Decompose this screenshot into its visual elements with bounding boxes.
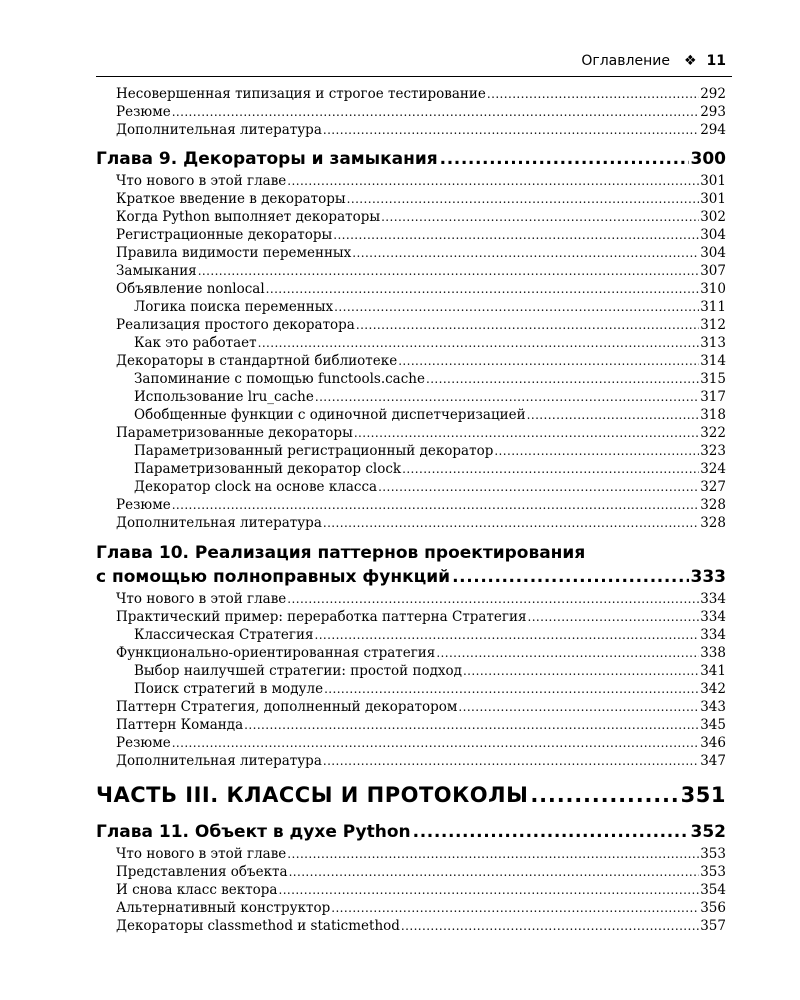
entry-page: 302	[700, 209, 726, 225]
toc-entry	[96, 104, 726, 122]
toc-entry	[96, 663, 726, 681]
dot-leader	[331, 901, 699, 915]
chapter-9-entries	[96, 173, 726, 533]
dot-leader	[487, 87, 699, 101]
dot-leader	[258, 336, 700, 350]
entry-title: Когда Python выполняет декораторы	[116, 209, 381, 225]
entry-page: 310	[700, 281, 726, 297]
table-of-contents	[96, 86, 726, 936]
dot-leader	[287, 592, 699, 606]
toc-entry	[96, 735, 726, 753]
entry-title: Как это работает	[134, 335, 257, 351]
dot-leader	[287, 174, 699, 188]
entry-page: 334	[700, 591, 726, 607]
toc-entry	[96, 864, 726, 882]
entry-title: Параметризованный декоратор clock	[134, 461, 402, 477]
entry-page: 312	[700, 317, 726, 333]
toc-entry	[96, 515, 726, 533]
entry-page: 343	[700, 699, 726, 715]
entry-page: 347	[700, 753, 726, 769]
chapter-title: Глава 9. Декораторы и замыкания	[96, 149, 438, 169]
dot-leader	[458, 700, 699, 714]
entry-title: Объявление nonlocal	[116, 281, 265, 297]
entry-title: Что нового в этой главе	[116, 846, 287, 862]
toc-entry	[96, 173, 726, 191]
entry-page: 327	[700, 479, 726, 495]
dot-leader	[530, 783, 678, 807]
entry-page: 353	[700, 864, 726, 880]
dot-leader	[527, 610, 699, 624]
chapter-10-heading	[96, 543, 726, 591]
dot-leader	[172, 736, 700, 750]
dot-leader	[354, 426, 699, 440]
toc-entry	[96, 263, 726, 281]
dot-leader	[494, 444, 699, 458]
toc-entry	[96, 645, 726, 663]
dot-leader	[323, 754, 699, 768]
dot-leader	[352, 246, 699, 260]
entry-title: Декораторы classmethod и staticmethod	[116, 918, 400, 934]
entry-title: Альтернативный конструктор	[116, 900, 331, 916]
entry-page: 301	[700, 173, 726, 189]
entry-page: 317	[700, 389, 726, 405]
toc-entry	[96, 591, 726, 609]
toc-entry	[96, 699, 726, 717]
chapter-page: 333	[690, 567, 726, 587]
dot-leader	[172, 498, 700, 512]
toc-entry	[96, 609, 726, 627]
dot-leader	[527, 408, 700, 422]
entry-title: Поиск стратегий в модуле	[134, 681, 324, 697]
toc-entry	[96, 371, 726, 389]
toc-entry	[96, 627, 726, 645]
entry-title: Дополнительная литература	[116, 122, 322, 138]
entry-page: 346	[700, 735, 726, 751]
dot-leader	[333, 228, 699, 242]
dot-leader	[198, 264, 700, 278]
entry-title: Паттерн Стратегия, дополненный декоратором	[116, 699, 458, 715]
entry-page: 304	[700, 227, 726, 243]
entry-title: Что нового в этой главе	[116, 591, 287, 607]
entry-page: 315	[700, 371, 726, 387]
toc-entry	[96, 389, 726, 407]
entry-title: Использование lru_cache	[134, 389, 314, 405]
entry-page: 293	[700, 104, 726, 120]
entry-page: 294	[700, 122, 726, 138]
toc-entry	[96, 846, 726, 864]
diamond-ornament-icon: ❖	[683, 53, 697, 69]
entry-title: Представления объекта	[116, 864, 288, 880]
dot-leader	[436, 646, 699, 660]
entry-title: Параметризованные декораторы	[116, 425, 353, 441]
entry-title: Резюме	[116, 497, 171, 513]
part-title: ЧАСТЬ III. КЛАССЫ И ПРОТОКОЛЫ	[96, 783, 529, 807]
entry-title: Правила видимости переменных	[116, 245, 352, 261]
dot-leader	[323, 516, 699, 530]
chapter-9-heading	[96, 149, 726, 173]
dot-leader	[324, 682, 699, 696]
toc-entry	[96, 461, 726, 479]
toc-entry	[96, 900, 726, 918]
entry-page: 357	[700, 918, 726, 934]
entry-page: 301	[700, 191, 726, 207]
dot-leader	[266, 282, 700, 296]
toc-entry	[96, 209, 726, 227]
entry-page: 342	[700, 681, 726, 697]
toc-entry	[96, 191, 726, 209]
chapter-10-entries	[96, 591, 726, 771]
entry-page: 338	[700, 645, 726, 661]
dot-leader	[440, 149, 689, 169]
entry-page: 322	[700, 425, 726, 441]
entry-page: 328	[700, 515, 726, 531]
entry-title: Функционально-ориентированная стратегия	[116, 645, 436, 661]
toc-entry	[96, 753, 726, 771]
entry-page: 292	[700, 86, 726, 102]
toc-entry	[96, 425, 726, 443]
dot-leader	[401, 919, 699, 933]
dot-leader	[402, 462, 699, 476]
chapter-title-line2: с помощью полноправных функций	[96, 567, 451, 587]
entry-page: 334	[700, 627, 726, 643]
chapter-title: Глава 11. Объект в духе Python	[96, 822, 411, 842]
entry-title: Регистрационные декораторы	[116, 227, 333, 243]
dot-leader	[378, 480, 699, 494]
entry-title: Паттерн Команда	[116, 717, 244, 733]
entry-page: 304	[700, 245, 726, 261]
dot-leader	[323, 123, 699, 137]
toc-entry	[96, 717, 726, 735]
toc-entry	[96, 122, 726, 140]
entry-title: Реализация простого декоратора	[116, 317, 355, 333]
entry-title: Декораторы в стандартной библиотеке	[116, 353, 398, 369]
toc-entry	[96, 443, 726, 461]
entry-title: Замыкания	[116, 263, 197, 279]
dot-leader	[381, 210, 699, 224]
entry-page: 353	[700, 846, 726, 862]
entry-page: 318	[700, 407, 726, 423]
toc-entry	[96, 335, 726, 353]
dot-leader	[356, 318, 699, 332]
entry-page: 313	[700, 335, 726, 351]
toc-entry	[96, 281, 726, 299]
entry-page: 328	[700, 497, 726, 513]
entry-page: 311	[700, 299, 726, 315]
part-page: 351	[680, 783, 726, 807]
entry-page: 334	[700, 609, 726, 625]
entry-title: Классическая Стратегия	[134, 627, 314, 643]
dot-leader	[426, 372, 699, 386]
toc-entry	[96, 227, 726, 245]
dot-leader	[315, 628, 700, 642]
dot-leader	[315, 390, 699, 404]
entry-title: Декоратор clock на основе класса	[134, 479, 378, 495]
entry-title: Обобщенные функции с одиночной диспетчеризацией	[134, 407, 526, 423]
chapter-11-entries	[96, 846, 726, 936]
section-title: Оглавление	[581, 53, 670, 69]
dot-leader	[334, 300, 699, 314]
entry-title: Практический пример: переработка паттерна Стратегия	[116, 609, 527, 625]
page-number: 11	[706, 53, 726, 69]
dot-leader	[347, 192, 700, 206]
chapter-page: 352	[690, 822, 726, 842]
dot-leader	[413, 822, 689, 842]
dot-leader	[463, 664, 699, 678]
entry-page: 307	[700, 263, 726, 279]
entry-page: 341	[700, 663, 726, 679]
toc-entry	[96, 882, 726, 900]
entry-title: Несовершенная типизация и строгое тестирование	[116, 86, 486, 102]
toc-entry	[96, 479, 726, 497]
chapter-title-line1: Глава 10. Реализация паттернов проектирования	[96, 543, 586, 563]
entry-title: Логика поиска переменных	[134, 299, 334, 315]
toc-entry	[96, 681, 726, 699]
dot-leader	[289, 865, 700, 879]
header-right	[581, 53, 726, 69]
dot-leader	[398, 354, 699, 368]
entry-page: 356	[700, 900, 726, 916]
chapter-page: 300	[690, 149, 726, 169]
dot-leader	[452, 567, 688, 587]
toc-entry	[96, 407, 726, 425]
toc-entry	[96, 918, 726, 936]
dot-leader	[244, 718, 699, 732]
entry-page: 324	[700, 461, 726, 477]
entry-page: 354	[700, 882, 726, 898]
entry-title: Дополнительная литература	[116, 753, 322, 769]
entry-page: 314	[700, 353, 726, 369]
toc-entry	[96, 353, 726, 371]
entry-title: Что нового в этой главе	[116, 173, 287, 189]
dot-leader	[278, 883, 699, 897]
entry-page: 345	[700, 717, 726, 733]
entry-title: И снова класс вектора	[116, 882, 278, 898]
toc-entry	[96, 245, 726, 263]
toc-entry	[96, 86, 726, 104]
toc-entry	[96, 299, 726, 317]
running-header	[96, 52, 732, 77]
entry-title: Дополнительная литература	[116, 515, 322, 531]
entry-title: Параметризованный регистрационный декоратор	[134, 443, 494, 459]
chapter-11-heading	[96, 822, 726, 846]
entry-title: Краткое введение в декораторы	[116, 191, 346, 207]
part-3-heading	[96, 783, 726, 813]
dot-leader	[172, 105, 700, 119]
entry-page: 323	[700, 443, 726, 459]
entry-title: Запоминание с помощью functools.cache	[134, 371, 425, 387]
toc-top-entries	[96, 86, 726, 140]
entry-title: Выбор наилучшей стратегии: простой подход	[134, 663, 462, 679]
entry-title: Резюме	[116, 735, 171, 751]
toc-entry	[96, 317, 726, 335]
entry-title: Резюме	[116, 104, 171, 120]
dot-leader	[287, 847, 699, 861]
toc-entry	[96, 497, 726, 515]
